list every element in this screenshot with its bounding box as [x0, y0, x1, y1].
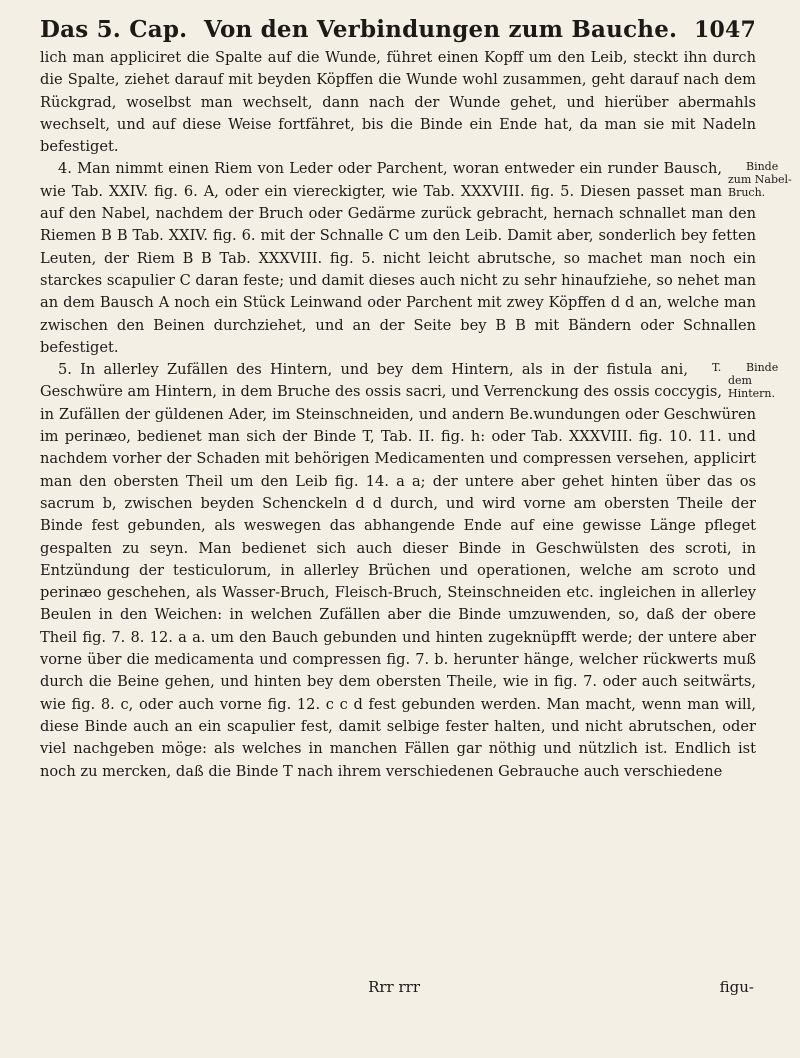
- margin-note-binder: Binde dem Hintern.: [728, 361, 779, 401]
- margin-note-navel-truss: Binde zum Nabel-Bruch.: [728, 160, 792, 200]
- chapter-label: Das 5. Cap.: [40, 16, 188, 43]
- running-title: Von den Verbindungen zum Bauche.: [204, 16, 678, 43]
- paragraph-2: [40, 158, 792, 359]
- signature-mark: Rrr rrr: [368, 978, 420, 996]
- paragraph-2-text: 4. Man nimmt einen Riem von Leder oder Parchent, woran entweder ein runder Bausch, wie Tab. XXIV. fig. 6. A, oder ein viereckigter, wie Tab. XXXVIII. fig. 5. Diesen passet man auf den Nabel, nachdem der Bruch oder Gedärme zurück gebracht, hernach schnallet man den Riemen B B Tab. XXIV. fig. 6. mit der Schnalle C um den Leib. Damit aber, sonderlich bey fetten Leuten, der Riem B B Tab. XXXVIII. fig. 5. nicht leicht abrutsche, so machet man noch ein starckes scapulier C daran feste; und damit dieses auch nicht zu sehr hinaufziehe, so nehet man an dem Bausch A noch ein Stück Leinwand oder Parchent mit zwey Köpffen d d an, welche man zwischen den Beinen durchziehet, und an der Seite bey B B mit Bändern oder Schnallen befestiget.: [40, 160, 756, 356]
- catchword: figu-: [719, 978, 754, 996]
- page-number: 1047: [693, 17, 756, 43]
- body-text: [40, 47, 792, 783]
- paragraph-3: [40, 359, 779, 783]
- paragraph-1: lich man appliciret die Spalte auf die Wunde, führet einen Kopff um den Leib, steckt ihn durch die Spalte, ziehet darauf mit beyden Köpffen die Wunde wohl zusammen, geht darauf nach dem Rückgrad, woselbst man wechselt, dann nach der Wunde gehet, und hierüber abermahls wechselt, und auf diese Weise fortfähret, bis die Binde ein Ende hat, da man sie mit Nadeln befestiget.: [40, 49, 756, 156]
- running-header: [40, 16, 756, 43]
- margin-note-t: T.: [712, 361, 722, 375]
- paragraph-3-text: 5. In allerley Zufällen des Hintern, und bey dem Hintern, als in der fistula ani, Geschwüre am Hintern, in dem Bruche des ossis sacri, und Verrenckung des ossis coccygis, in Zufällen der güldenen Ader, im Steinschneiden, und andern Be.wundungen oder Geschwüren im perinæo, bedienet man sich der Binde T, Tab. II. fig. h: oder Tab. XXXVIII. fig. 10. 11. und nachdem vorher der Schaden mit behörigen Medicamenten und compressen versehen, applicirt man den obersten Theil um den Leib fig. 14. a a; der untere aber gehet hinten über das os sacrum b, zwischen beyden Schenckeln d d durch, und wird vorne am obersten Theile der Binde fest gebunden, als weswegen das abhangende Ende auf eine gewisse Länge pfleget gespalten zu seyn. Man bedienet sich auch dieser Binde in Geschwülsten des scroti, in Entzündung der testiculorum, in allerley Brüchen und operationen, welche am scroto und perinæo geschehen, als Wasser-Bruch, Fleisch-Bruch, Steinschneiden etc. ingleichen in allerley Beulen in den Weichen: in welchen Zufällen aber die Binde umzuwenden, so, daß der obere Theil fig. 7. 8. 12. a a. um den Bauch gebunden und hinten zugeknüpfft werde; der untere aber vorne über die medicamenta und compressen fig. 7. b. herunter hänge, welcher rückwerts muß durch die Beine gehen, und hinten bey dem obersten Theile, wie in fig. 7. oder auch seitwärts, wie fig. 8. c, oder auch vorne fig. 12. c c d fest gebunden werden. Man macht, wenn man will, diese Binde auch an ein scapulier fest, damit selbige fester halten, und nicht abrutschen, oder viel nachgeben möge: als welches in manchen Fällen gar nöthig und nützlich ist. Endlich ist noch zu mercken, daß die Binde T nach ihrem verschiedenen Gebrauche auch verschiedene: [40, 361, 756, 780]
